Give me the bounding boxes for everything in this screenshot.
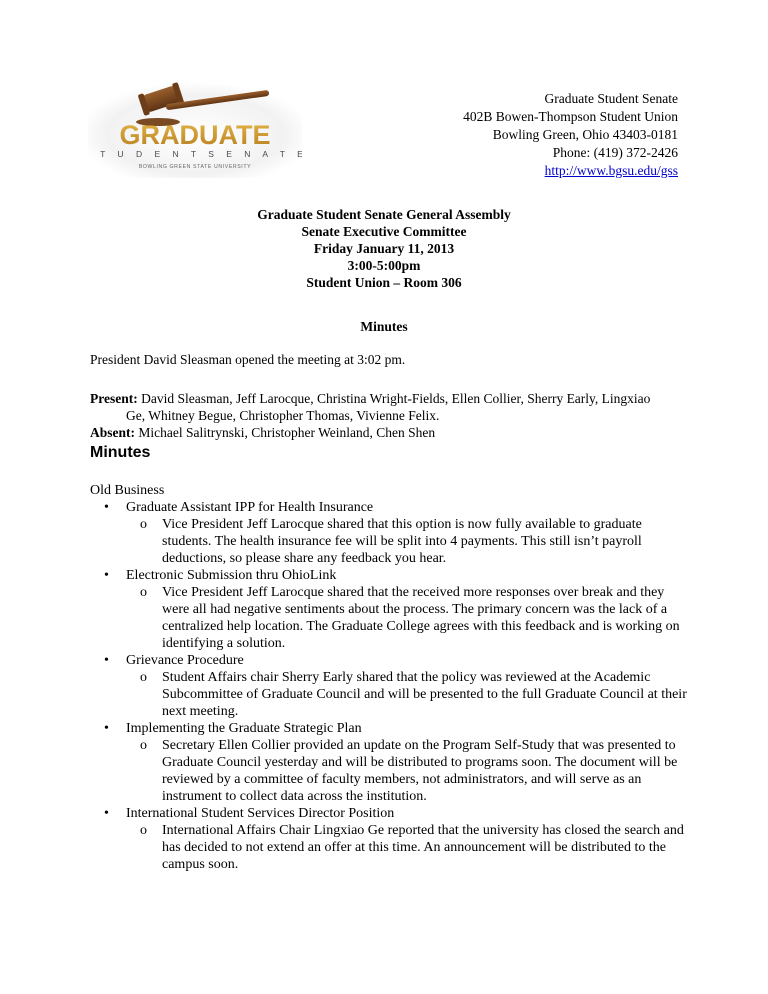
address-line-office: 402B Bowen-Thompson Student Union [463,109,678,124]
address-line-org: Graduate Student Senate [544,91,678,106]
present-names-1: David Sleasman, Jeff Larocque, Christina Wright-Fields, Ellen Collier, Sherry Early, Lingxiao [141,391,651,406]
bullet-icon: • [104,806,109,821]
absent-label: Absent: [90,425,136,440]
list-subitem [90,737,690,805]
item-note: Secretary Ellen Collier provided an update on the Program Self-Study that was presented to Graduate Council yesterday and will be distributed to programs soon. The document will be reviewed by a committee of faculty members, not administrators, and will serve as an instrument to collect data across the institution. [162,738,678,804]
present-line [90,390,690,407]
logo-graduate-text: GRADUATE [119,120,271,150]
logo-student-senate-text: S T U D E N T S E N A T E [88,149,302,159]
list-subitem [90,516,690,567]
meeting-header [0,206,768,291]
logo-university-text: BOWLING GREEN STATE UNIVERSITY [138,164,252,170]
item-note: International Affairs Chair Lingxiao Ge reported that the university has closed the search and has decided to not extend an offer at this time. An announcement will be distributed to the campus soon. [162,823,684,872]
meeting-time: 3:00-5:00pm [347,258,421,273]
list-item [90,499,690,567]
meeting-opened-text: President David Sleasman opened the meeting at 3:02 pm. [90,352,406,367]
address-block [463,90,678,180]
list-item [90,720,690,805]
absent-line [90,424,690,441]
list-subitem [90,584,690,652]
old-business-section [90,482,690,873]
old-business-title: Old Business [90,483,165,498]
meeting-committee: Senate Executive Committee [301,224,467,239]
sub-bullet-icon: o [140,585,147,600]
sub-bullet-icon: o [140,670,147,685]
gavel-logo-graphic [88,82,302,178]
sub-bullet-icon: o [140,517,147,532]
bullet-icon: • [104,653,109,668]
item-topic: Grievance Procedure [126,653,244,668]
meeting-title: Graduate Student Senate General Assembly [257,207,511,222]
item-topic: Graduate Assistant IPP for Health Insurance [126,500,374,515]
item-topic: Electronic Submission thru OhioLink [126,568,337,583]
present-label: Present: [90,391,138,406]
minutes-section-title: Minutes [90,444,151,461]
minutes-label: Minutes [360,319,408,334]
attendance-block [90,390,690,441]
bullet-icon: • [104,568,109,583]
bullet-icon: • [104,500,109,515]
item-note: Student Affairs chair Sherry Early shared that the policy was reviewed at the Academic Subcommittee of Graduate Council and will be presented to the full Graduate Council at their next meeting. [162,670,687,719]
item-note: Vice President Jeff Larocque shared that the received more responses over break and they were all had negative sentiments about the process. The primary concern was the lack of a centralized help location. The Graduate College agrees with this feedback and is working on identifying a solution. [162,585,680,651]
absent-names: Michael Salitrynski, Christopher Weinland, Chen Shen [138,425,436,440]
present-names-2: Ge, Whitney Begue, Christopher Thomas, Vivienne Felix. [126,408,440,423]
list-item [90,652,690,720]
item-note: Vice President Jeff Larocque shared that this option is now fully available to graduate students. The health insurance fee will be split into 4 payments. This still isn’t payroll deductions, so please share any feedback you hear. [162,517,642,566]
address-line-city: Bowling Green, Ohio 43403-0181 [492,127,678,142]
sub-bullet-icon: o [140,823,147,838]
graduate-student-senate-logo [88,82,302,178]
list-item [90,567,690,652]
website-link[interactable]: http://www.bgsu.edu/gss [544,163,678,178]
list-subitem [90,669,690,720]
meeting-date: Friday January 11, 2013 [313,241,455,256]
old-business-list [90,499,690,873]
address-line-phone: Phone: (419) 372-2426 [552,145,678,160]
list-subitem [90,822,690,873]
sub-bullet-icon: o [140,738,147,753]
list-item [90,805,690,873]
meeting-location: Student Union – Room 306 [306,275,462,290]
item-topic: Implementing the Graduate Strategic Plan [126,721,362,736]
bullet-icon: • [104,721,109,736]
item-topic: International Student Services Director Position [126,806,395,821]
